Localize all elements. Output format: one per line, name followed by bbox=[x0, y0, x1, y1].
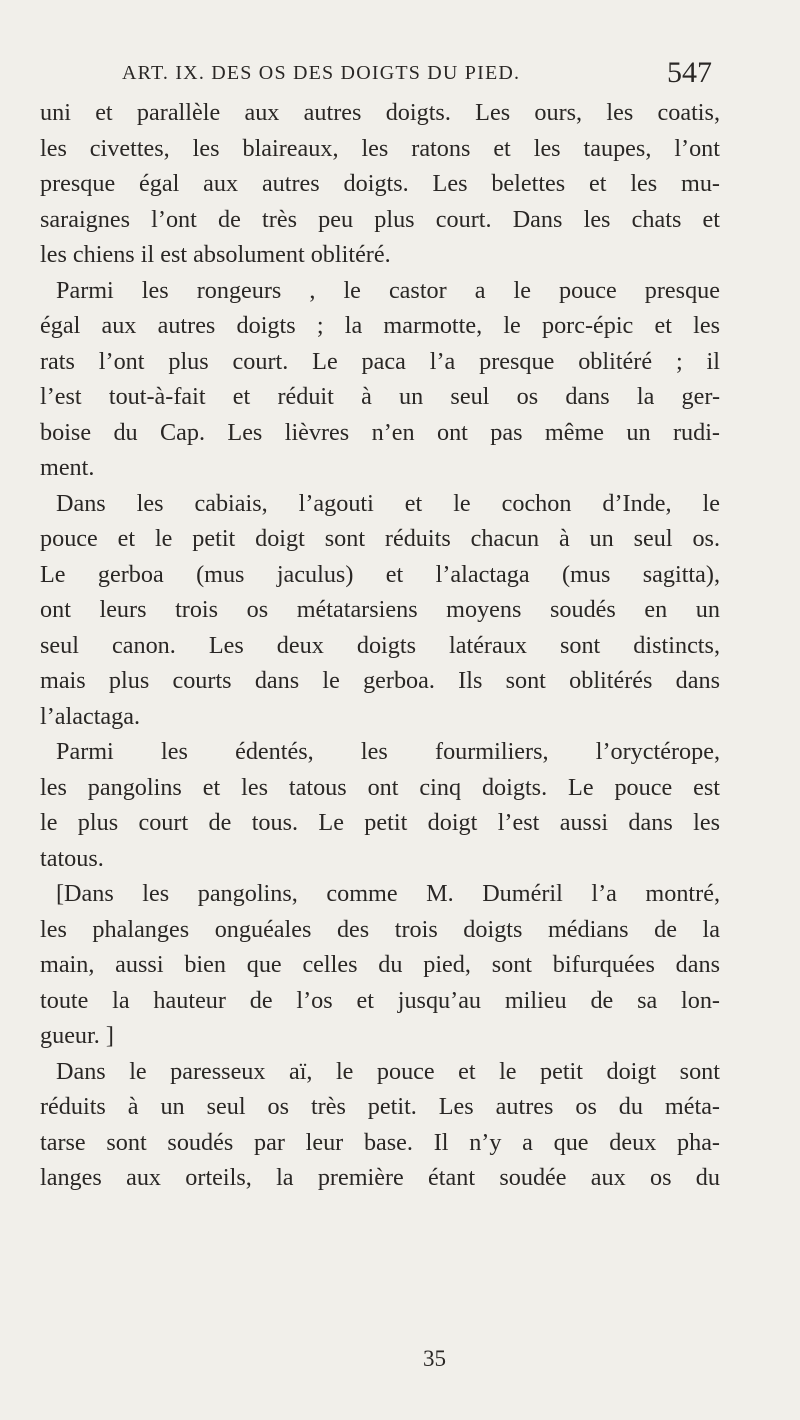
text-line: Le gerboa (mus jaculus) et l’alactaga (mus sagitta), bbox=[40, 560, 720, 588]
text-line: gueur. ] bbox=[40, 1022, 114, 1049]
text-line: Dans les cabiais, l’agouti et le cochon d’Inde, le bbox=[56, 489, 720, 517]
text-line: [Dans les pangolins, comme M. Duméril l’a montré, bbox=[56, 880, 720, 907]
text-line: les pangolins et les tatous ont cinq doigts. Le pouce est bbox=[40, 773, 720, 801]
text-line: Parmi les édentés, les fourmiliers, l’oryctérope, bbox=[56, 738, 720, 765]
page-number: 547 bbox=[667, 56, 712, 89]
text-line: l’est tout-à-fait et réduit à un seul os dans la ger- bbox=[40, 383, 720, 410]
text-line: rats l’ont plus court. Le paca l’a presque oblitéré ; il bbox=[40, 347, 720, 375]
text-line: l’alactaga. bbox=[40, 702, 141, 730]
text-line: tarse sont soudés par leur base. Il n’y a que deux pha- bbox=[40, 1128, 720, 1156]
text-line: toute la hauteur de l’os et jusqu’au milieu de sa lon- bbox=[40, 986, 720, 1014]
text-line: uni et parallèle aux autres doigts. Les ours, les coatis, bbox=[40, 99, 720, 126]
text-line: langes aux orteils, la première étant soudée aux os du bbox=[40, 1164, 720, 1191]
text-line: main, aussi bien que celles du pied, sont bifurquées dans bbox=[40, 951, 720, 978]
text-line: seul canon. Les deux doigts latéraux sont distincts, bbox=[40, 631, 720, 659]
signature-mark: 35 bbox=[423, 1346, 446, 1371]
text-line: ment. bbox=[40, 454, 95, 481]
text-line: réduits à un seul os très petit. Les autres os du méta- bbox=[40, 1093, 720, 1120]
text-line: pouce et le petit doigt sont réduits chacun à un seul os. bbox=[40, 525, 720, 552]
text-line: les chiens il est absolument oblitéré. bbox=[40, 241, 391, 268]
text-line: saraignes l’ont de très peu plus court. Dans les chats et bbox=[40, 205, 720, 233]
text-line: Parmi les rongeurs , le castor a le pouce presque bbox=[56, 276, 720, 304]
text-line: boise du Cap. Les lièvres n’en ont pas même un rudi- bbox=[40, 418, 720, 446]
text-line: les phalanges onguéales des trois doigts médians de la bbox=[40, 915, 720, 943]
text-line: les civettes, les blaireaux, les ratons et les taupes, l’ont bbox=[40, 134, 720, 162]
body-text bbox=[40, 95, 720, 1196]
running-title: ART. IX. DES OS DES DOIGTS DU PIED. bbox=[122, 62, 521, 84]
text-line: mais plus courts dans le gerboa. Ils sont oblitérés dans bbox=[40, 667, 720, 694]
running-head bbox=[122, 56, 712, 96]
text-line: tatous. bbox=[40, 844, 104, 872]
text-line: le plus court de tous. Le petit doigt l’est aussi dans les bbox=[40, 809, 720, 836]
text-line: ont leurs trois os métatarsiens moyens soudés en un bbox=[40, 596, 720, 623]
text-line: Dans le paresseux aï, le pouce et le petit doigt sont bbox=[56, 1057, 720, 1085]
text-line: égal aux autres doigts ; la marmotte, le porc-épic et les bbox=[40, 312, 720, 339]
text-line: presque égal aux autres doigts. Les belettes et les mu- bbox=[40, 170, 720, 197]
